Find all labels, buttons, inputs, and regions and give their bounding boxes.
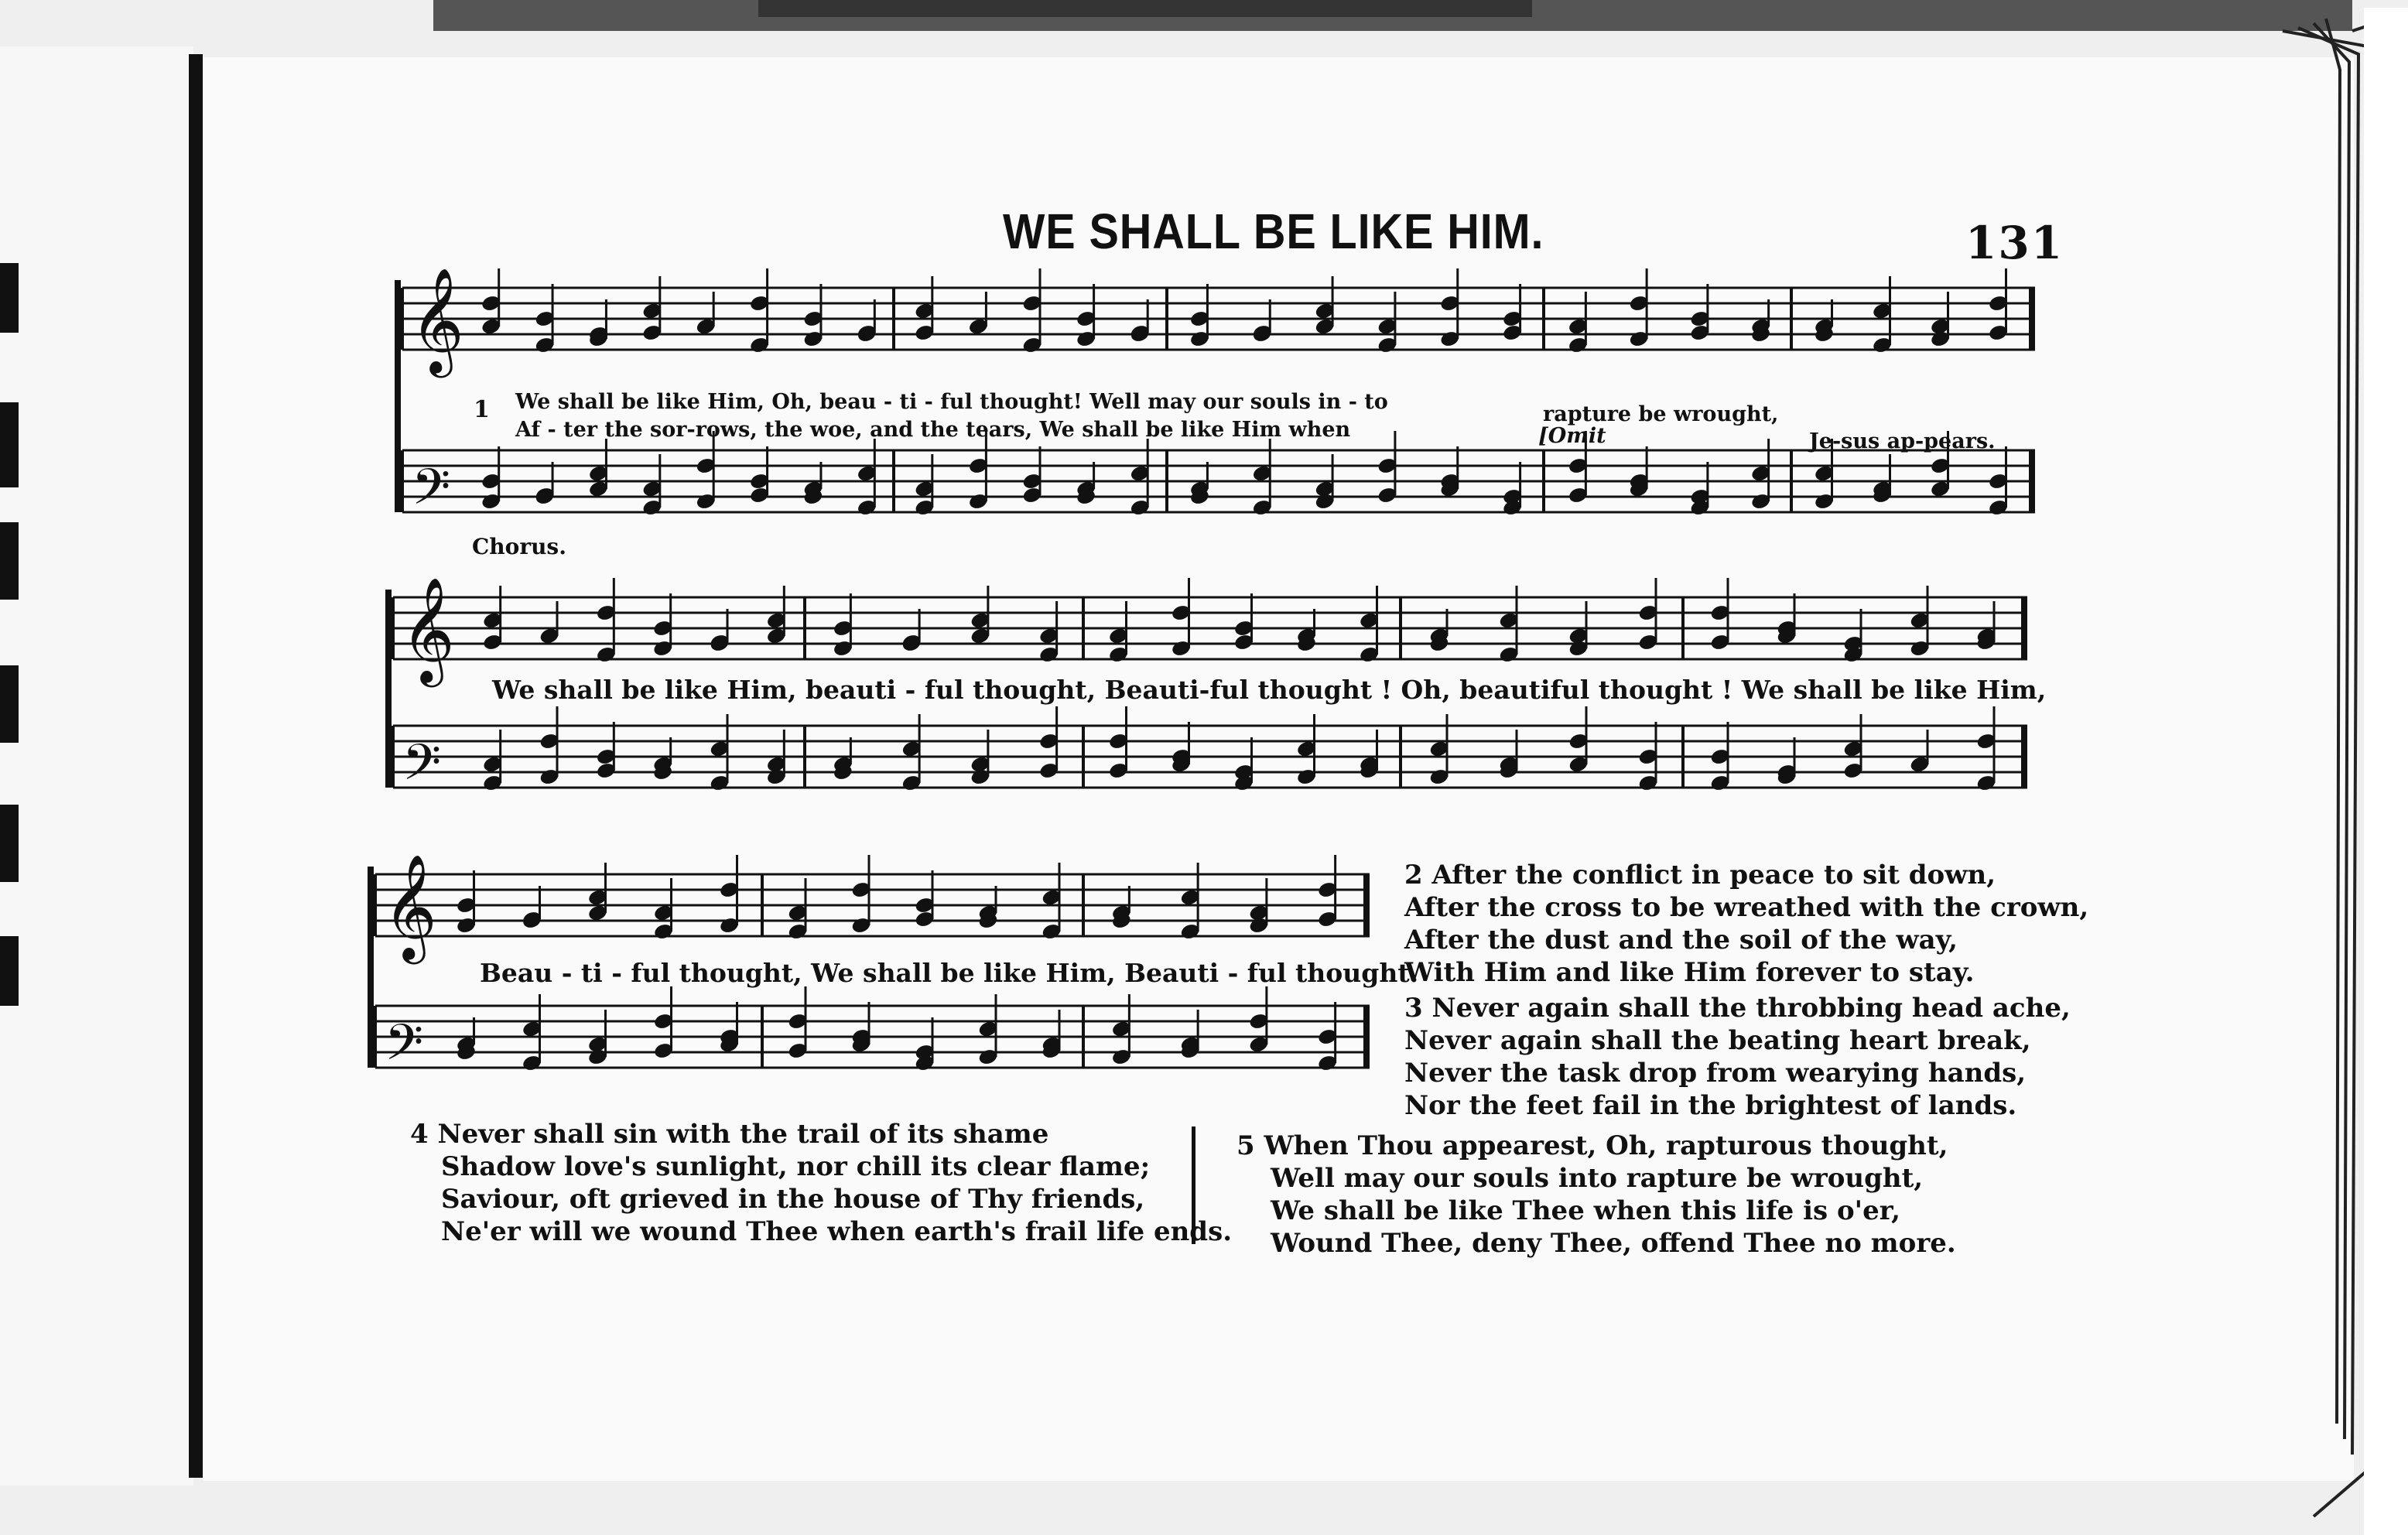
- stanza-4: [410, 1118, 1232, 1248]
- system1-system-bracket: [395, 280, 401, 512]
- stanza4-line3: Saviour, oft grieved in the house of Thy friends,: [441, 1184, 1145, 1215]
- chorus-lyric-line: We shall be like Him, beauti - ful thought, Beauti-ful thought ! Oh, beautiful thought ! We shall be like Him,: [492, 675, 2047, 705]
- stanza5-line4: Wound Thee, deny Thee, offend Thee no more.: [1271, 1228, 1956, 1259]
- stanza3-line2: Never again shall the beating heart break,: [1404, 1025, 2031, 1056]
- stanza2-line2: After the cross to be wreathed with the crown,: [1404, 892, 2089, 923]
- stanza-3: [1404, 992, 2071, 1122]
- stanza5-line3: We shall be like Thee when this life is o'er,: [1271, 1195, 1900, 1226]
- stanza-5: [1236, 1130, 1956, 1260]
- system2-bass-end-bar: [2021, 726, 2027, 788]
- stanza5-line2: Well may our souls into rapture be wrought,: [1271, 1163, 1924, 1194]
- page-number: 131: [1965, 217, 2064, 269]
- stanza4-line4: Ne'er will we wound Thee when earth's frail life ends.: [441, 1216, 1233, 1247]
- stanza5-line1: 5 When Thou appearest, Oh, rapturous thought,: [1236, 1130, 1948, 1161]
- binding-gutter: [189, 54, 203, 1478]
- stanza4-line2: Shadow love's sunlight, nor chill its clear flame;: [441, 1151, 1151, 1182]
- stanza4-line1: 4 Never shall sin with the trail of its shame: [410, 1119, 1049, 1150]
- stanza3-line3: Never the task drop from wearying hands,: [1404, 1058, 2027, 1089]
- stanza-2: [1404, 859, 2088, 989]
- stanza2-line1: 2 After the conflict in peace to sit down,: [1404, 860, 1996, 891]
- system1-bass-end-bar: [2029, 450, 2035, 512]
- omit-marking: [Omit: [1538, 424, 1606, 448]
- system3-bass-end-bar: [1363, 1006, 1370, 1068]
- system2-bass-clef-icon: 𝄢: [402, 734, 442, 804]
- system1-treble-end-bar: [2029, 288, 2035, 350]
- left-page: [0, 46, 193, 1485]
- verse1-lyric-line2: Af - ter the sor-rows, the woe, and the tears, We shall be like Him when: [515, 418, 1351, 442]
- first-ending-lyric: Je-sus ap-pears.: [1809, 429, 1996, 453]
- stanza2-line4: With Him and like Him forever to stay.: [1404, 957, 1975, 988]
- system3-treble-clef-icon: 𝄞: [383, 853, 437, 959]
- system3-treble-end-bar: [1363, 874, 1370, 936]
- hymn-title: WE SHALL BE LIKE HIM.: [1003, 203, 1544, 259]
- stanza3-line4: Nor the feet fail in the brightest of lands.: [1404, 1090, 2017, 1121]
- system3-bass-clef-icon: 𝄢: [385, 1014, 424, 1084]
- chorus-label: Chorus.: [472, 534, 566, 559]
- stanza2-line3: After the dust and the soil of the way,: [1404, 925, 1958, 956]
- stanza3-line1: 3 Never again shall the throbbing head ache,: [1404, 993, 2071, 1024]
- system2-treble-end-bar: [2021, 597, 2027, 659]
- verse1-lyric-line1-end: rapture be wrought,: [1543, 402, 1779, 426]
- system2-treble-clef-icon: 𝄞: [401, 576, 455, 682]
- system1-bass-clef-icon: 𝄢: [412, 459, 451, 528]
- system2-system-bracket: [385, 590, 392, 788]
- verse-number: 1: [474, 396, 490, 423]
- system1-treble-clef-icon: 𝄞: [410, 266, 464, 373]
- chorus-lyric-line2: Beau - ti - ful thought, We shall be like Him, Beauti - ful thought.: [480, 958, 1419, 988]
- system3-system-bracket: [368, 867, 374, 1068]
- verse1-lyric-line1: We shall be like Him, Oh, beau - ti - ful thought! Well may our souls in - to: [515, 390, 1388, 414]
- right-page: [203, 57, 2354, 1481]
